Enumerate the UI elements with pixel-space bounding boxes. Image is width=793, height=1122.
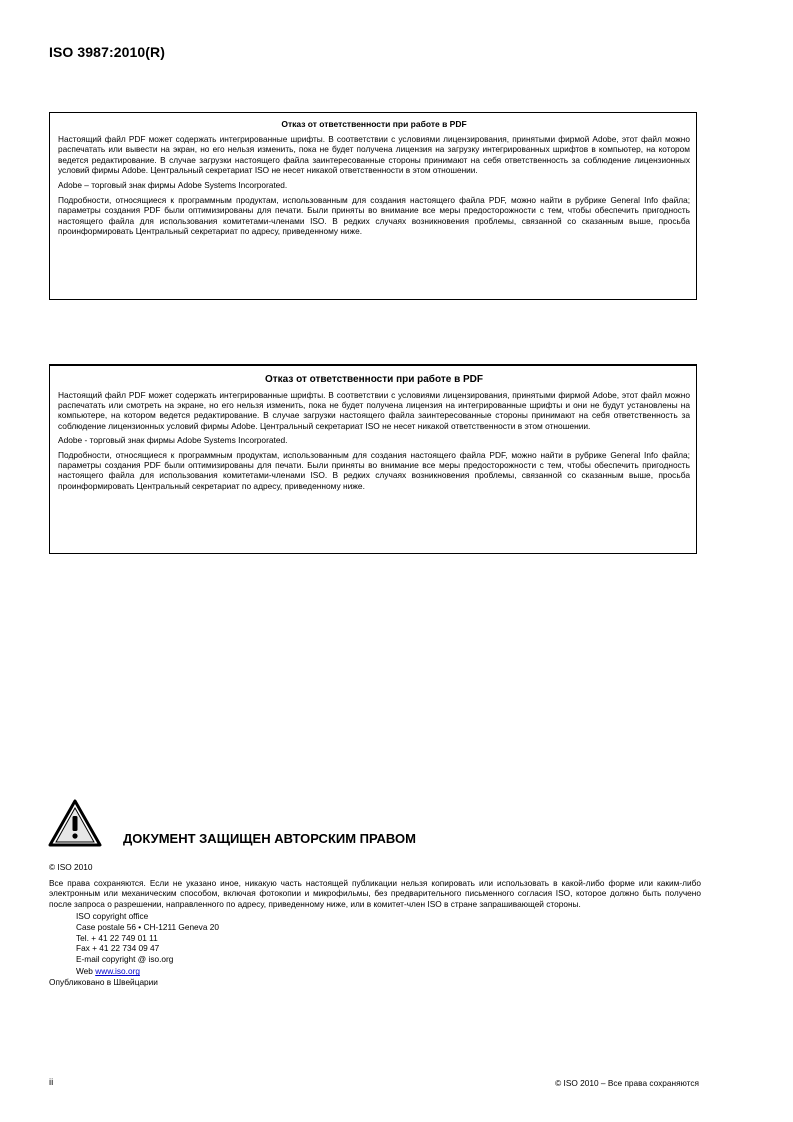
published-in: Опубликовано в Швейцарии [49,976,158,987]
postal-address: Case postale 56 • CH-1211 Geneva 20 [76,921,219,932]
pdf-disclaimer-box-2 [49,364,697,554]
web-label: Web [76,966,96,977]
disclaimer-paragraph-adobe: Adobe - торговый знак фирмы Adobe Systems Incorporated. [58,435,288,446]
copyright-block [49,862,701,988]
iso-address [76,911,701,977]
fax: Fax + 41 22 734 09 47 [76,943,160,954]
pdf-disclaimer-box-1 [49,112,697,300]
disclaimer-paragraph-details: Подробности, относящиеся к программным продуктам, использованным для создания настоящего файла PDF, можно найти в рубрике General Info файла; параметры создания PDF были оптимизированы для печати. Были приняты во внимание все меры предосторожности с тем, чтобы обеспечить пригодность настоящего файла для использования комитетами-членами ISO. В редких случаях возникновения проблемы, связанной со сказанным выше, просьба проинформировать Центральный секретариат по адресу, приведенному ниже. [58,449,690,491]
rights-statement: Все права сохраняются. Если не указано иное, никакую часть настоящей публикации нельзя копировать или использовать в какой-либо форме или каким-либо электронным или механическим способом, включая фотокопии и микрофильмы, без предварительного письменного согласия ISO, которое должно быть получено после запроса о разрешении, направленного по адресу, приведенному ниже, или в комитет-член ISO в стране запрашивающей стороны. [49,877,701,909]
disclaimer-paragraph-fonts: Настоящий файл PDF может содержать интегрированные шрифты. В соответствии с условиями лицензирования, принятыми фирмой Adobe, этот файл можно распечатать или вывести на экран, но его нельзя изменить, пока не будет получена лицензия на загрузку интегрированных шрифтов в компьютер, на котором ведется редактирование. В случае загрузки настоящего файла заинтересованные стороны принимают на себя ответственность за соблюдение лицензионных условий фирмы Adobe. Центральный секретариат ISO не несет никакой ответственности в этом отношении. [58,133,690,176]
disclaimer-title: Отказ от ответственности при работе в PDF [264,374,484,385]
office-name: ISO copyright office [76,911,149,922]
web-line [76,966,701,977]
footer-copyright: © ISO 2010 – Все права сохраняются [555,1078,699,1088]
disclaimer-paragraph-fonts: Настоящий файл PDF может содержать интегрированные шрифты. В соответствии с условиями лицензирования, принятыми фирмой Adobe, этот файл можно распечатать или смотреть на экране, но его нельзя изменить, пока не будет получена лицензия на интегрированные шрифты и они не будут установлены на компьютере, на котором ведется редактирование. В случае загрузки настоящего файла заинтересованные стороны принимают на себя ответственность за соблюдение лицензионных условий фирмы Adobe. Центральный секретариат ISO не несет никакой ответственности в этом отношении. [58,389,690,431]
disclaimer-paragraph-adobe: Adobe – торговый знак фирмы Adobe Systems Incorporated. [58,179,288,190]
copyright-year: © ISO 2010 [49,862,93,872]
disclaimer-title: Отказ от ответственности при работе в PDF [281,119,467,129]
disclaimer-paragraph-details: Подробности, относящиеся к программным продуктам, использованным для создания настоящего файла PDF, можно найти в рубрике General Info файла; параметры создания PDF были оптимизированы для печати. Были приняты во внимание все меры предосторожности с тем, чтобы обеспечить пригодность настоящего файла для использования комитетами-членами ISO. В редких случаях возникновения проблемы, связанной со сказанным выше, просьба проинформировать Центральный секретариат по адресу, приведенному ниже. [58,194,690,237]
warning-triangle-icon [48,799,102,847]
page-number: ii [49,1077,54,1088]
copyright-heading: ДОКУМЕНТ ЗАЩИЩЕН АВТОРСКИМ ПРАВОМ [123,831,416,846]
telephone: Tel. + 41 22 749 01 11 [76,932,158,943]
iso-website-link[interactable]: www.iso.org [95,966,140,977]
email: E-mail copyright @ iso.org [76,953,174,964]
document-id: ISO 3987:2010(R) [49,44,165,60]
